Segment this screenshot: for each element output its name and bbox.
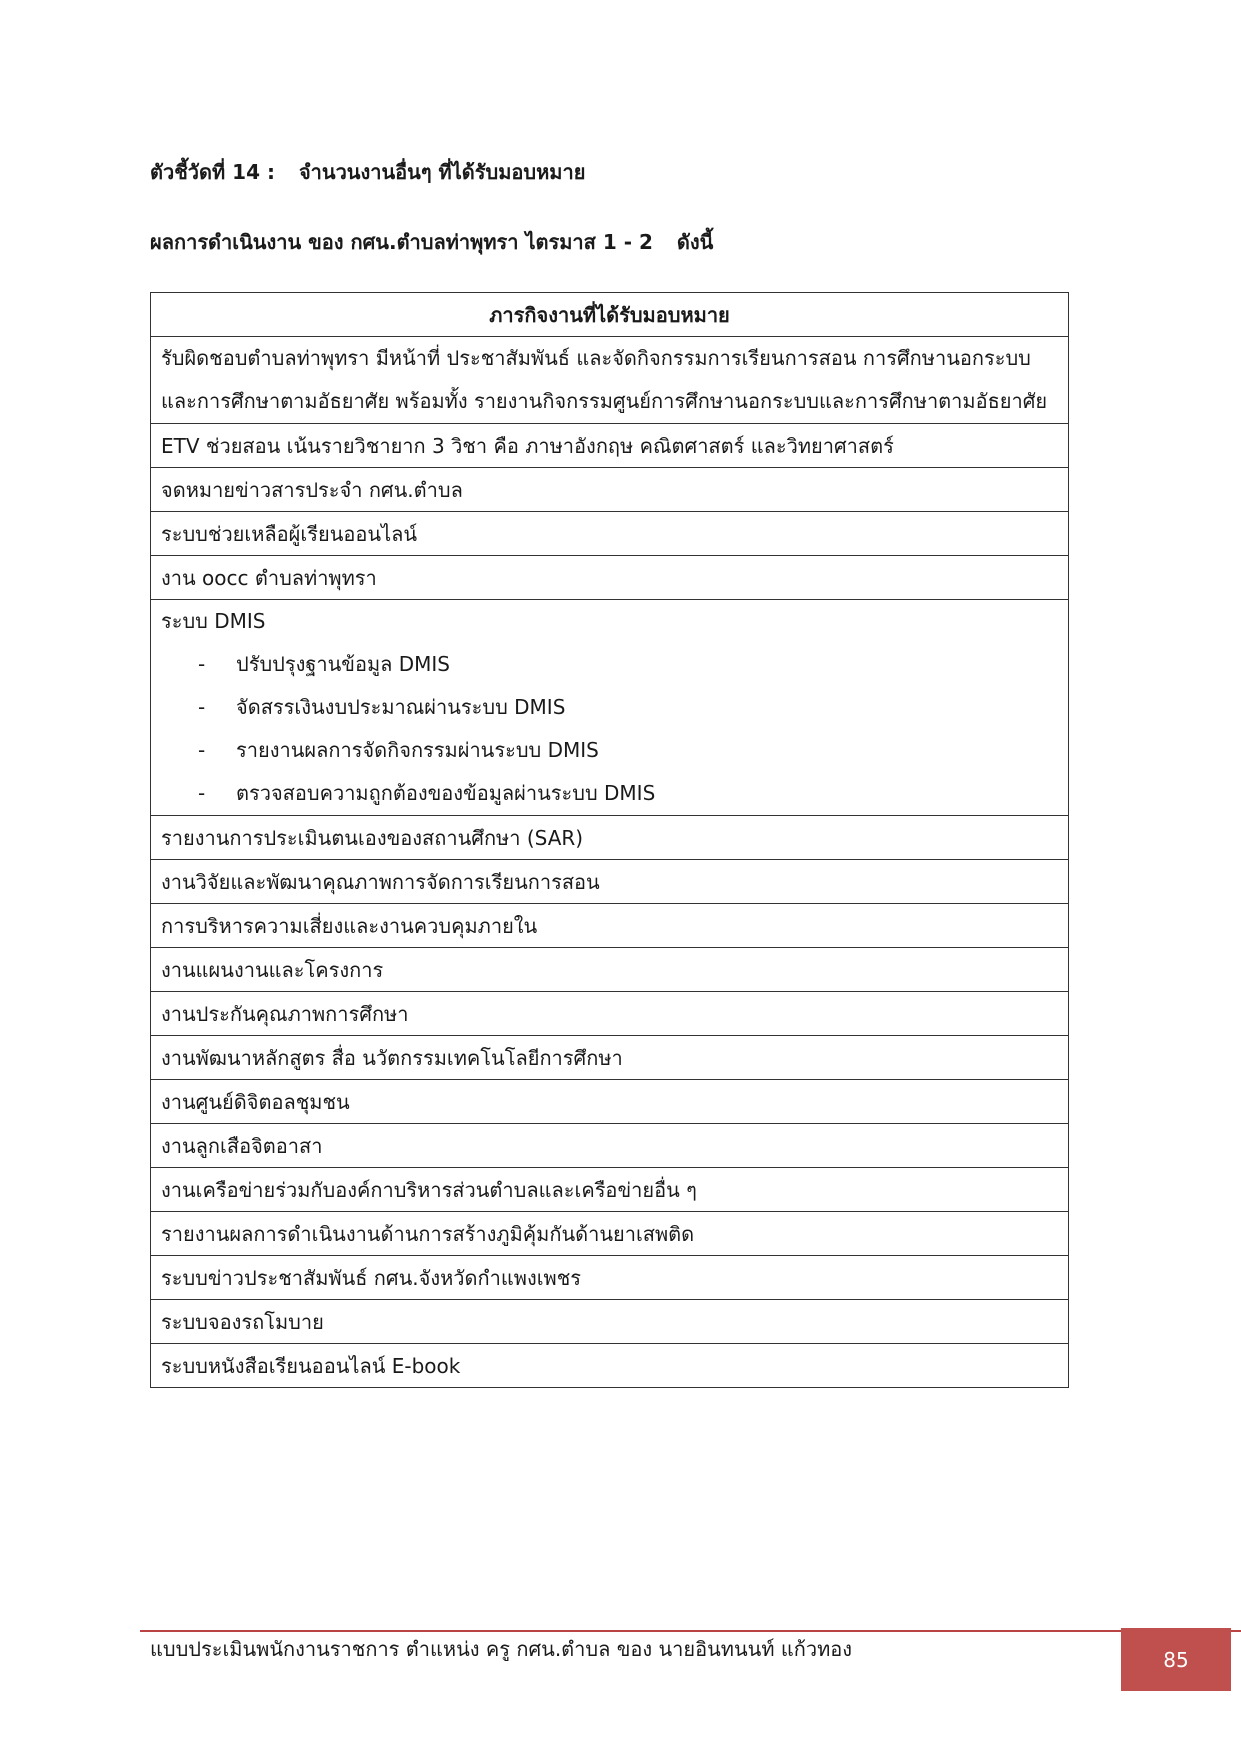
table-row [151, 556, 1069, 600]
table-row-dmis [151, 600, 1069, 816]
indicator-label: ตัวชี้วัดที่ 14 : [150, 160, 275, 184]
table-row [151, 512, 1069, 556]
page-number: 85 [1121, 1628, 1231, 1691]
table-row [151, 337, 1069, 424]
table-cell: จดหมายข่าวสารประจำ กศน.ตำบล [151, 468, 1069, 512]
dmis-item: - รายงานผลการจัดกิจกรรมผ่านระบบ DMIS [161, 729, 1058, 772]
table-cell: ระบบข่าวประชาสัมพันธ์ กศน.จังหวัดกำแพงเพชร [151, 1256, 1069, 1300]
table-row [151, 948, 1069, 992]
table-row [151, 1256, 1069, 1300]
dmis-cell [151, 600, 1069, 816]
table-row [151, 992, 1069, 1036]
table-cell: รายงานการประเมินตนเองของสถานศึกษา (SAR) [151, 816, 1069, 860]
dmis-item: - ปรับปรุงฐานข้อมูล DMIS [161, 643, 1058, 686]
tasks-table [150, 292, 1069, 1388]
dmis-title: ระบบ DMIS [161, 609, 266, 633]
indicator-heading [150, 156, 585, 188]
table-row [151, 1168, 1069, 1212]
table-row [151, 1036, 1069, 1080]
table-row [151, 1300, 1069, 1344]
table-row [151, 468, 1069, 512]
indicator-title: จำนวนงานอื่นๆ ที่ได้รับมอบหมาย [298, 160, 586, 184]
dmis-sub-list [161, 643, 1058, 815]
table-cell: งานเครือข่ายร่วมกับองค์กาบริหารส่วนตำบลและเครือข่ายอื่น ๆ [151, 1168, 1069, 1212]
table-cell: งานศูนย์ดิจิตอลชุมชน [151, 1080, 1069, 1124]
table-row [151, 904, 1069, 948]
table-cell: ETV ช่วยสอน เน้นรายวิชายาก 3 วิชา คือ ภาษาอังกฤษ คณิตศาสตร์ และวิทยาศาสตร์ [151, 424, 1069, 468]
table-cell: งานวิจัยและพัฒนาคุณภาพการจัดการเรียนการสอน [151, 860, 1069, 904]
result-heading [150, 226, 713, 258]
table-cell: งานพัฒนาหลักสูตร สื่อ นวัตกรรมเทคโนโลยีการศึกษา [151, 1036, 1069, 1080]
table-cell: ระบบช่วยเหลือผู้เรียนออนไลน์ [151, 512, 1069, 556]
result-suffix: ดังนี้ [676, 230, 714, 254]
footer-text: แบบประเมินพนักงานราชการ ตำแหน่ง ครู กศน.ตำบล ของ นายอินทนนท์ แก้วทอง [150, 1637, 853, 1661]
table-row [151, 1212, 1069, 1256]
dmis-item: - จัดสรรเงินงบประมาณผ่านระบบ DMIS [161, 686, 1058, 729]
table-cell: ระบบหนังสือเรียนออนไลน์ E-book [151, 1344, 1069, 1388]
table-cell: งานประกันคุณภาพการศึกษา [151, 992, 1069, 1036]
table-row [151, 860, 1069, 904]
table-header-row [151, 293, 1069, 337]
table-row [151, 424, 1069, 468]
table-header: ภารกิจงานที่ได้รับมอบหมาย [151, 293, 1069, 337]
table-row [151, 1344, 1069, 1388]
table-cell: งาน oocc ตำบลท่าพุทรา [151, 556, 1069, 600]
table-cell: งานลูกเสือจิตอาสา [151, 1124, 1069, 1168]
table-cell: ระบบจองรถโมบาย [151, 1300, 1069, 1344]
table-row [151, 816, 1069, 860]
result-text: ผลการดำเนินงาน ของ กศน.ตำบลท่าพุทรา ไตรมาส 1 - 2 [150, 230, 653, 254]
dmis-item: - ตรวจสอบความถูกต้องของข้อมูลผ่านระบบ DMIS [161, 772, 1058, 815]
table-cell: งานแผนงานและโครงการ [151, 948, 1069, 992]
table-row [151, 1080, 1069, 1124]
table-row [151, 1124, 1069, 1168]
table-cell: รายงานผลการดำเนินงานด้านการสร้างภูมิคุ้มกันด้านยาเสพติด [151, 1212, 1069, 1256]
table-cell: การบริหารความเสี่ยงและงานควบคุมภายใน [151, 904, 1069, 948]
table-cell: รับผิดชอบตำบลท่าพุทรา มีหน้าที่ ประชาสัมพันธ์ และจัดกิจกรรมการเรียนการสอน การศึกษานอกระบบและการศึกษาตามอัธยาศัย พร้อมทั้ง รายงานกิจกรรมศูนย์การศึกษานอกระบบและการศึกษาตามอัธยาศัย [151, 337, 1069, 424]
footer-divider [140, 1630, 1241, 1632]
